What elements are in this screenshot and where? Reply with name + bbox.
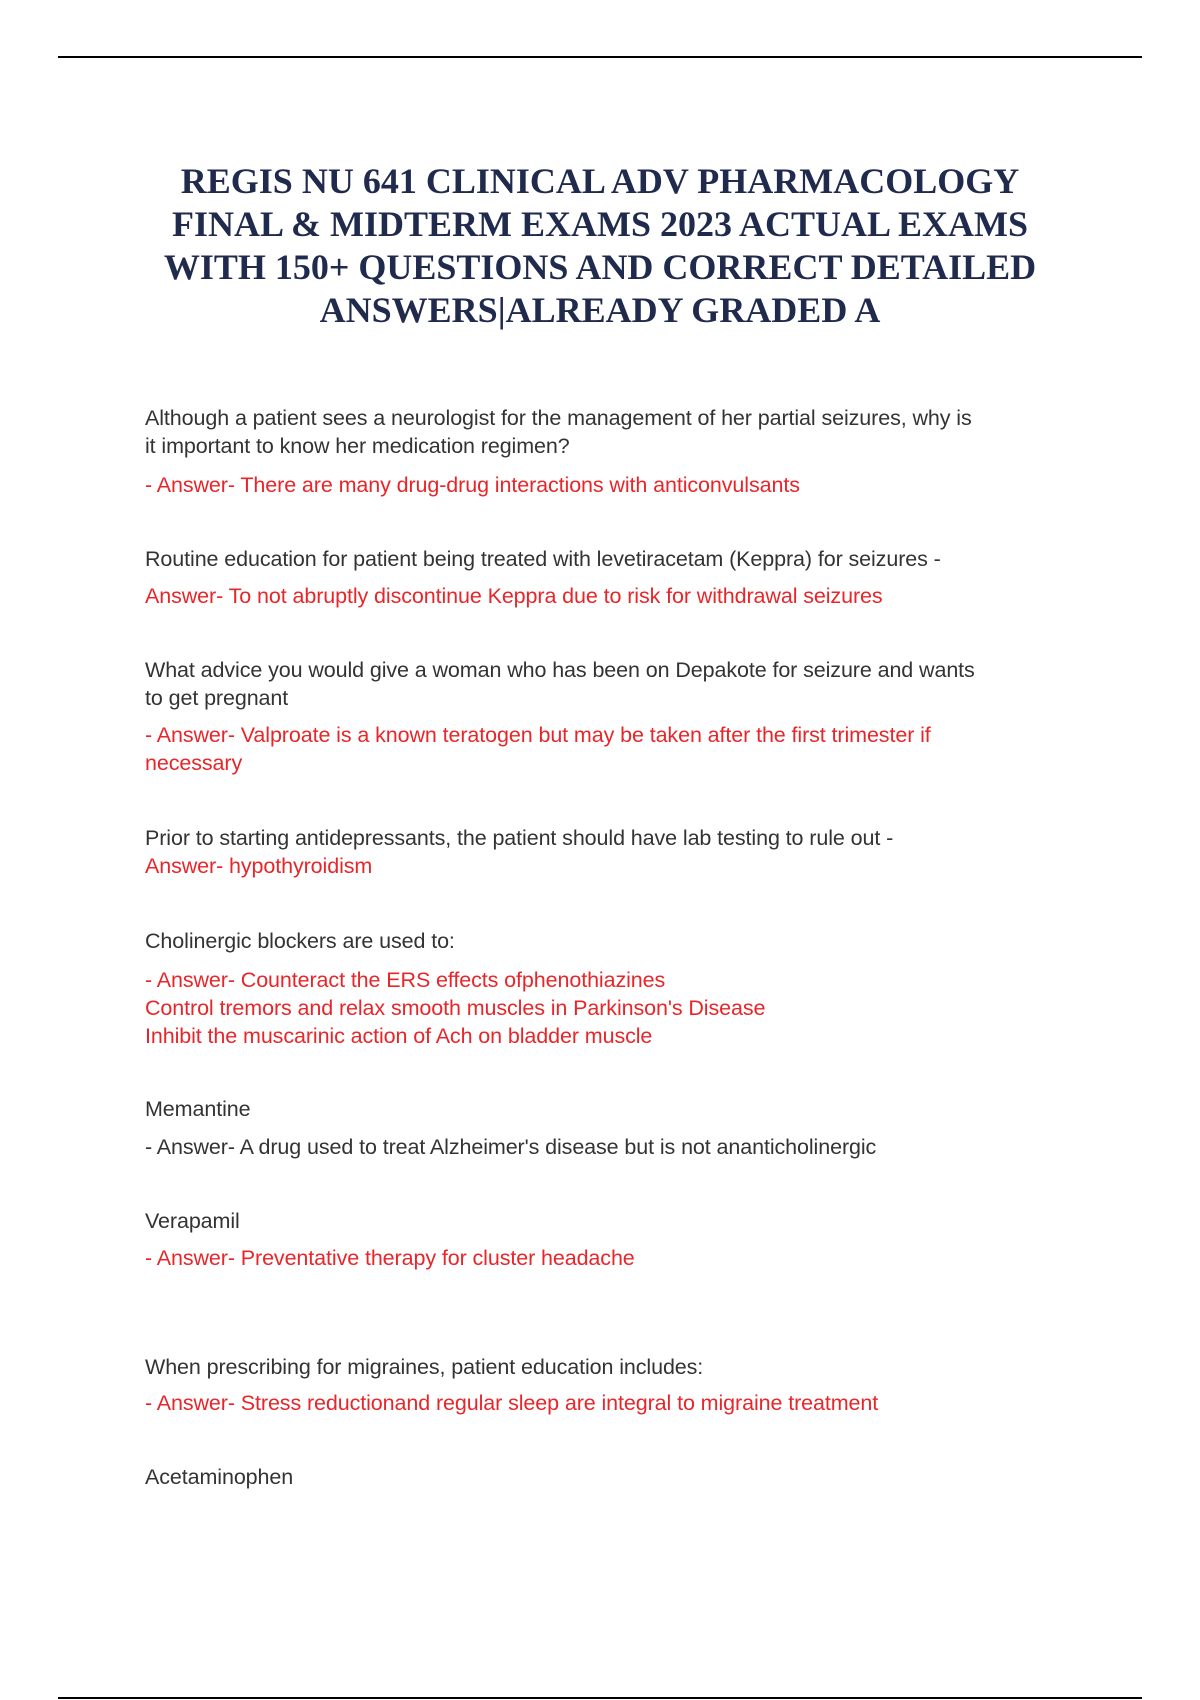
answer-text: - Answer- Valproate is a known teratogen but may be taken after the first trimester if necessary: [145, 723, 931, 775]
question-text: Memantine: [145, 1097, 251, 1121]
question-text: What advice you would give a woman who has been on Depakote for seizure and wants to get pregnant: [145, 658, 975, 710]
answer-text: - Answer- A drug used to treat Alzheimer's disease but is not ananticholinergic: [145, 1135, 877, 1159]
question-text: Routine education for patient being treated with levetiracetam (Keppra) for seizures -: [145, 547, 941, 571]
answer-text: Answer- hypothyroidism: [145, 854, 373, 878]
question-text: Verapamil: [145, 1209, 240, 1233]
question-text: Prior to starting antidepressants, the patient should have lab testing to rule out -: [145, 826, 894, 850]
answer-text: Answer- To not abruptly discontinue Keppra due to risk for withdrawal seizures: [145, 584, 883, 608]
question-text: Cholinergic blockers are used to:: [145, 929, 455, 953]
answer-text: - Answer- Preventative therapy for cluster headache: [145, 1246, 635, 1270]
answer-text: - Answer- Counteract the ERS effects ofphenothiazines Control tremors and relax smooth muscles in Parkinson's Disease Inhibit the muscarinic action of Ach on bladder muscle: [145, 968, 766, 1048]
document-title: REGIS NU 641 CLINICAL ADV PHARMACOLOGY FINAL & MIDTERM EXAMS 2023 ACTUAL EXAMS WITH 150+ QUESTIONS AND CORRECT DETAILED ANSWERS|ALREADY GRADED A: [163, 161, 1037, 330]
bottom-rule: [58, 1697, 1142, 1699]
top-rule: [58, 56, 1142, 58]
question-text: When prescribing for migraines, patient education includes:: [145, 1355, 704, 1379]
question-text: Although a patient sees a neurologist for the management of her partial seizures, why is it important to know her medication regimen?: [145, 406, 972, 458]
answer-text: - Answer- Stress reductionand regular sleep are integral to migraine treatment: [145, 1391, 879, 1415]
answer-text: - Answer- There are many drug-drug interactions with anticonvulsants: [145, 473, 800, 497]
question-text: Acetaminophen: [145, 1465, 294, 1489]
